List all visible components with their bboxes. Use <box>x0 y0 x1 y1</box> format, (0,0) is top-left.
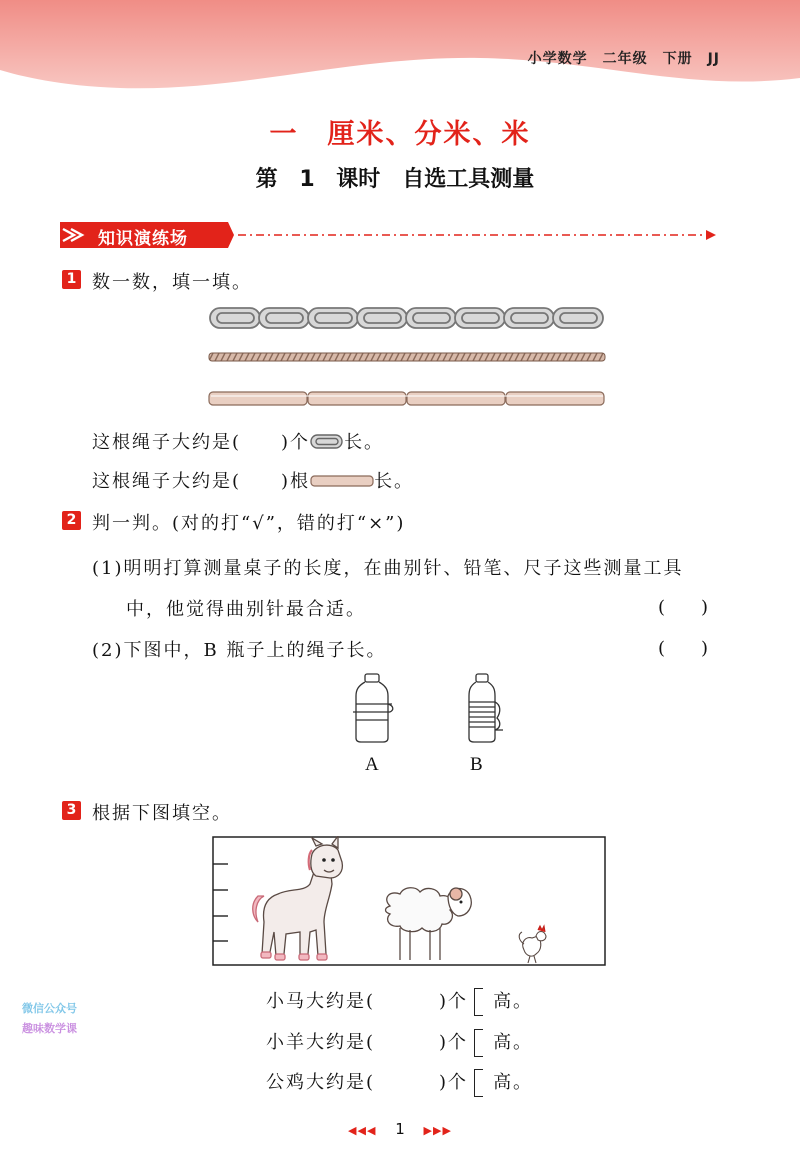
q3-row-end: 高。 <box>493 1032 534 1053</box>
q1-line2-text: 这根绳子大约是( <box>92 471 242 492</box>
q2-item2-answer[interactable]: ( ) <box>658 638 709 659</box>
lesson-title: 第 1 课时 自选工具测量 <box>255 167 535 192</box>
bracket-icon <box>474 1069 483 1097</box>
q3-row-unit: )个 <box>439 1072 469 1093</box>
page-footer <box>0 1120 800 1138</box>
q3-row-text: 公鸡大约是( <box>266 1072 376 1093</box>
paper-clip-icon <box>308 308 358 328</box>
q2-prompt: 判一判。(对的打“√”，错的打“×”) <box>92 513 406 534</box>
paper-clip-icon <box>455 308 505 328</box>
watermark-line1: 微信公众号 <box>22 1002 77 1015</box>
q2-item1-line2: 中，他觉得曲别针最合适。 <box>126 599 366 620</box>
q1-line1-end: 长。 <box>344 432 385 453</box>
bottle-a <box>348 672 398 744</box>
right-arrows-icon: ▶▶▶ <box>423 1124 452 1137</box>
paper-clip-icon <box>357 308 407 328</box>
q3-prompt: 根据下图填空。 <box>92 803 232 824</box>
bracket-icon <box>474 988 483 1016</box>
q3-row-unit: )个 <box>439 991 469 1012</box>
straw-icon <box>310 474 374 488</box>
paper-clip-icon <box>504 308 554 328</box>
q3-row-end: 高。 <box>493 991 534 1012</box>
q1-line1-unit: )个 <box>281 432 311 453</box>
straw-icon <box>308 392 406 405</box>
q3-row-text: 小羊大约是( <box>266 1032 376 1053</box>
q3-row-text: 小马大约是( <box>266 991 376 1012</box>
question-number-1: 1 <box>62 270 81 289</box>
straw-icon <box>407 392 505 405</box>
bottle-b-label: B <box>470 754 483 775</box>
bottle-b <box>457 672 507 744</box>
q2-item1-answer[interactable]: ( ) <box>658 597 709 618</box>
q1-line2 <box>92 467 414 493</box>
paper-clip-icon <box>553 308 603 328</box>
paper-clip-icon <box>259 308 309 328</box>
paper-clip-icon <box>210 308 260 328</box>
paper-clip-icon <box>406 308 456 328</box>
q3-row-end: 高。 <box>493 1072 534 1093</box>
series-label: 小学数学 二年级 下册 JJ <box>527 51 720 67</box>
straw-icon <box>506 392 604 405</box>
question-number-2: 2 <box>62 511 81 530</box>
q1-line1-text: 这根绳子大约是( <box>92 432 242 453</box>
page-number: 1 <box>395 1120 405 1138</box>
unit-title: 一 厘米、分米、米 <box>269 119 531 150</box>
banner-label: 知识演练场 <box>98 229 188 249</box>
question-number-3: 3 <box>62 801 81 820</box>
q3-row-unit: )个 <box>439 1032 469 1053</box>
animal-picture <box>212 836 606 966</box>
q2-item2: (2)下图中，B 瓶子上的绳子长。 <box>92 640 387 661</box>
straw-icon <box>209 392 307 405</box>
q3-row-rooster <box>266 1068 533 1097</box>
q1-line1 <box>92 428 384 454</box>
left-arrows-icon: ◀◀◀ <box>348 1124 377 1137</box>
q1-line2-end: 长。 <box>374 471 415 492</box>
q3-row-horse <box>266 987 533 1016</box>
q1-line2-unit: )根 <box>281 471 311 492</box>
rope <box>208 351 606 363</box>
bottle-a-label: A <box>365 754 379 775</box>
paper-clip-icon <box>310 434 344 450</box>
paper-clip-chain <box>208 305 606 331</box>
q1-prompt: 数一数，填一填。 <box>92 272 252 293</box>
q3-row-sheep <box>266 1028 533 1057</box>
q2-item1-line1: (1)明明打算测量桌子的长度，在曲别针、铅笔、尺子这些测量工具 <box>92 558 684 579</box>
bracket-icon <box>474 1029 483 1057</box>
straw-row <box>208 389 606 409</box>
watermark-line2: 趣味数学课 <box>22 1022 77 1035</box>
